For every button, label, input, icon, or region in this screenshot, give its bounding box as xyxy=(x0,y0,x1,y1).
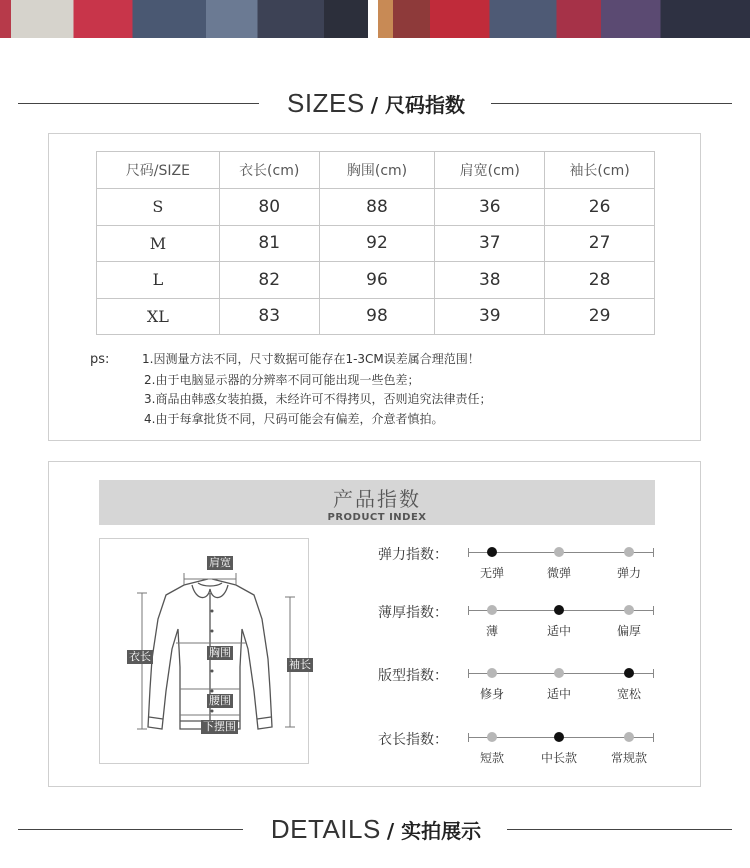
index-name: 弹力指数： xyxy=(378,547,448,563)
index-option: 中长款 xyxy=(540,751,578,765)
index-name: 衣长指数： xyxy=(378,732,448,748)
table-cell: 98 xyxy=(319,298,435,335)
sleeve-label: 袖长 xyxy=(289,658,311,671)
size-cell: S xyxy=(97,189,220,226)
table-cell: 82 xyxy=(219,262,319,299)
details-title-zh: / 实拍展示 xyxy=(386,819,482,843)
index-dot xyxy=(554,732,564,742)
index-dot xyxy=(487,668,497,678)
thickness-index xyxy=(378,602,658,642)
index-option: 偏厚 xyxy=(616,624,642,638)
hem-label: 下摆围 xyxy=(203,720,236,733)
size-table xyxy=(96,151,655,335)
title-rule-right xyxy=(507,829,732,830)
index-option: 适中 xyxy=(546,687,572,701)
product-index-panel xyxy=(48,461,701,787)
product-index-header xyxy=(99,480,655,525)
table-cell: 28 xyxy=(545,262,655,299)
size-table-header: 胸围(cm) xyxy=(319,152,435,189)
details-title-en: DETAILS xyxy=(270,814,381,844)
index-dot xyxy=(487,547,497,557)
title-rule-right xyxy=(491,103,732,104)
index-option: 微弹 xyxy=(546,566,572,580)
index-option: 宽松 xyxy=(616,687,642,701)
table-cell: 29 xyxy=(545,298,655,335)
table-cell: 96 xyxy=(319,262,435,299)
size-table-header-row xyxy=(97,152,655,189)
index-dot xyxy=(554,605,564,615)
chest-label: 胸围 xyxy=(209,646,231,659)
index-dot xyxy=(624,732,634,742)
index-option: 薄 xyxy=(485,624,499,638)
product-index-title-en: PRODUCT INDEX xyxy=(327,512,427,523)
length-index xyxy=(378,729,658,769)
table-cell: 27 xyxy=(545,225,655,262)
table-cell: 92 xyxy=(319,225,435,262)
index-dot xyxy=(554,547,564,557)
size-table-header: 衣长(cm) xyxy=(219,152,319,189)
notes-prefix: ps: xyxy=(90,352,110,367)
index-dot xyxy=(624,668,634,678)
index-dot xyxy=(487,732,497,742)
note-item: 4.由于每拿批货不同，尺码可能会有偏差，介意者慎拍。 xyxy=(144,412,444,426)
shirt-measurement-diagram xyxy=(99,538,309,764)
sizes-section-title xyxy=(0,88,750,119)
index-name: 版型指数： xyxy=(378,668,448,684)
title-rule-left xyxy=(18,829,243,830)
product-photo-left xyxy=(0,0,368,38)
length-label: 衣长 xyxy=(129,650,151,663)
index-option: 适中 xyxy=(546,624,572,638)
waist-label: 腰围 xyxy=(209,694,231,707)
note-item: 1.因测量方法不同，尺寸数据可能存在1-3CM误差属合理范围！ xyxy=(142,352,480,366)
details-section-title xyxy=(0,814,750,845)
table-row xyxy=(97,189,655,226)
index-option: 无弹 xyxy=(479,566,505,580)
title-rule-left xyxy=(18,103,259,104)
table-cell: 26 xyxy=(545,189,655,226)
table-cell: 37 xyxy=(435,225,545,262)
table-cell: 38 xyxy=(435,262,545,299)
table-cell: 88 xyxy=(319,189,435,226)
table-row xyxy=(97,262,655,299)
size-table-header: 肩宽(cm) xyxy=(435,152,545,189)
index-name: 薄厚指数： xyxy=(378,605,448,621)
note-item: 2.由于电脑显示器的分辨率不同可能出现一些色差； xyxy=(144,373,420,387)
size-chart-panel xyxy=(48,133,701,441)
index-option: 短款 xyxy=(479,751,505,765)
sizes-title-en: SIZES xyxy=(287,88,365,118)
size-cell: XL xyxy=(97,298,220,335)
note-item: 3.商品由韩惑女装拍摄，未经许可不得拷贝，否则追究法律责任； xyxy=(144,392,492,406)
index-dot xyxy=(624,605,634,615)
table-row xyxy=(97,298,655,335)
index-option: 修身 xyxy=(479,687,505,701)
size-cell: M xyxy=(97,225,220,262)
table-cell: 81 xyxy=(219,225,319,262)
size-table-header: 袖长(cm) xyxy=(545,152,655,189)
index-dot xyxy=(487,605,497,615)
fit-index xyxy=(378,665,658,705)
shoulder-label: 肩宽 xyxy=(209,556,231,569)
product-photo-right xyxy=(378,0,750,38)
index-dot xyxy=(554,668,564,678)
sizes-title-zh: / 尺码指数 xyxy=(370,93,465,117)
table-cell: 36 xyxy=(435,189,545,226)
size-cell: L xyxy=(97,262,220,299)
table-cell: 39 xyxy=(435,298,545,335)
table-cell: 80 xyxy=(219,189,319,226)
product-index-title-zh: 产品指数 xyxy=(333,487,421,511)
index-option: 常规款 xyxy=(610,751,648,765)
index-option: 弹力 xyxy=(616,566,642,580)
size-table-header: 尺码/SIZE xyxy=(97,152,220,189)
table-row xyxy=(97,225,655,262)
elasticity-index xyxy=(378,544,658,584)
table-cell: 83 xyxy=(219,298,319,335)
index-dot xyxy=(624,547,634,557)
